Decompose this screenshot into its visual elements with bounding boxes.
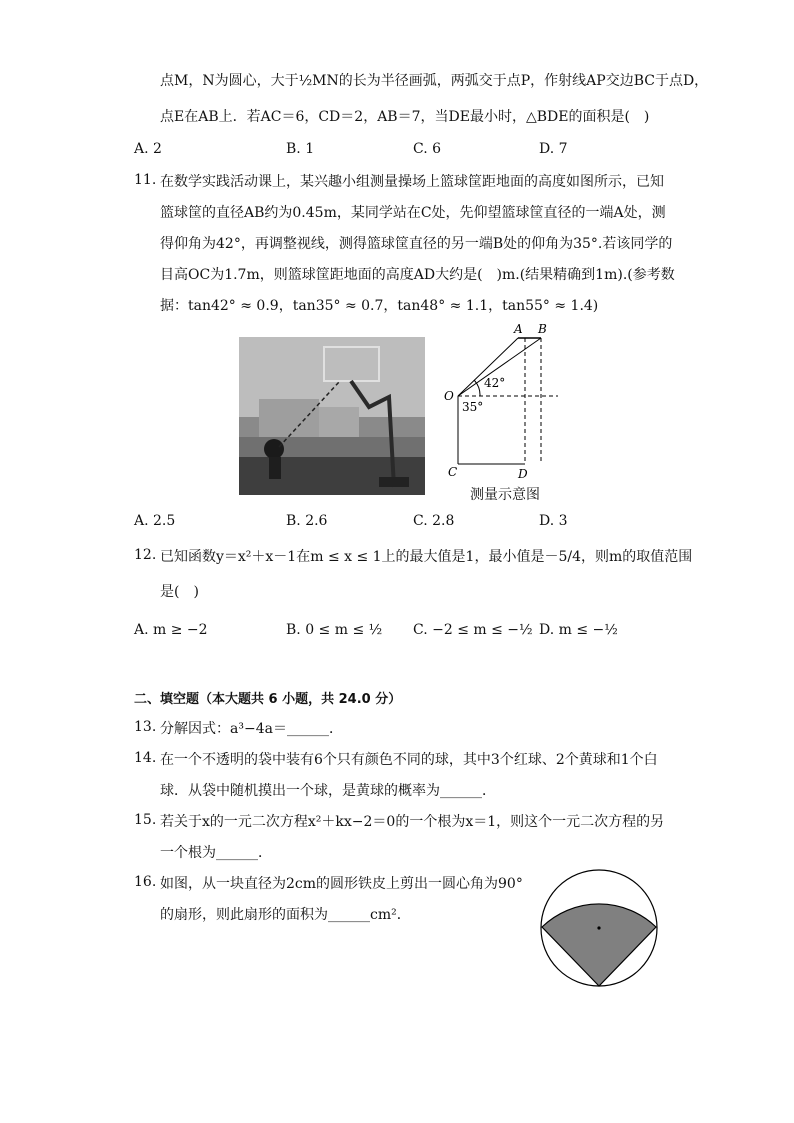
q11-line1: 在数学实践活动课上，某兴趣小组测量操场上篮球筐距地面的高度如图所示，已知 (160, 174, 664, 190)
basketball-photo (239, 337, 425, 495)
sector (542, 904, 656, 986)
q16-line1: 如图，从一块直径为2cm的圆形铁皮上剪出一圆心角为90° (160, 876, 523, 892)
label-o: O (444, 389, 454, 403)
q12-line1: 已知函数y＝x²＋x－1在m ≤ x ≤ 1上的最大值是1，最小值是－5/4，则m的取值范围 (160, 549, 693, 565)
q11-number: 11. (134, 172, 157, 188)
q11-option-b: B. 2.6 (286, 513, 328, 529)
q10-option-b: B. 1 (286, 141, 315, 157)
q11-line3: 得仰角为42°，再调整视线，测得篮球筐直径的另一端B处的仰角为35°.若该同学的 (160, 236, 673, 252)
label-b: B (538, 322, 547, 336)
q11-option-a: A. 2.5 (134, 513, 176, 529)
q12-option-c: C. −2 ≤ m ≤ −½ (413, 622, 533, 638)
q11-option-d: D. 3 (539, 513, 568, 529)
q13-number: 13. (134, 719, 157, 735)
label-d: D (518, 467, 528, 481)
q13-text: 分解因式：a³−4a＝______． (160, 721, 343, 737)
q14-line1: 在一个不透明的袋中装有6个只有颜色不同的球，其中3个红球、2个黄球和1个白 (160, 752, 658, 768)
q11-option-c: C. 2.8 (413, 513, 455, 529)
q15-line1: 若关于x的一元二次方程x²＋kx−2＝0的一个根为x＝1，则这个一元二次方程的另 (160, 814, 665, 830)
q11-line4: 目高OC为1.7m，则篮球筐距地面的高度AD大约是( )m.(结果精确到1m).(参考数 (160, 267, 675, 283)
figure-caption: 测量示意图 (470, 487, 540, 503)
q11-line5: 据：tan42° ≈ 0.9，tan35° ≈ 0.7，tan48° ≈ 1.1，tan55° ≈ 1.4) (160, 298, 599, 314)
measurement-diagram (440, 320, 570, 485)
q11-line2: 篮球筐的直径AB约为0.45m，某同学站在C处，先仰望篮球筐直径的一端A处，测 (160, 205, 666, 221)
q16-number: 16. (134, 874, 157, 890)
q10-option-a: A. 2 (134, 141, 162, 157)
angle-35-label: 35° (462, 400, 484, 414)
angle-42-label: 42° (484, 376, 506, 390)
q10-line1: 点M，N为圆心，大于½MN的长为半径画弧，两弧交于点P，作射线AP交边BC于点D， (160, 73, 709, 89)
q10-line2: 点E在AB上．若AC＝6，CD＝2，AB＝7，当DE最小时，△BDE的面积是( ) (160, 109, 650, 125)
q14-line2: 球．从袋中随机摸出一个球，是黄球的概率为______． (160, 783, 496, 799)
q10-option-d: D. 7 (539, 141, 568, 157)
label-c: C (448, 465, 458, 479)
q12-option-d: D. m ≤ −½ (539, 622, 618, 638)
circle-center (597, 926, 600, 929)
q15-number: 15. (134, 812, 157, 828)
label-a: A (514, 322, 523, 336)
q16-line2: 的扇形，则此扇形的面积为______cm²． (160, 907, 411, 923)
q12-option-a: A. m ≥ −2 (134, 622, 208, 638)
circle-sector-figure (537, 868, 661, 990)
q15-line2: 一个根为______． (160, 845, 272, 861)
q12-number: 12. (134, 547, 157, 563)
q10-option-c: C. 6 (413, 141, 442, 157)
q12-line2: 是( ) (160, 584, 199, 600)
q12-option-b: B. 0 ≤ m ≤ ½ (286, 622, 383, 638)
q14-number: 14. (134, 750, 157, 766)
section-title: 二、填空题（本大题共 6 小题，共 24.0 分） (134, 692, 402, 707)
